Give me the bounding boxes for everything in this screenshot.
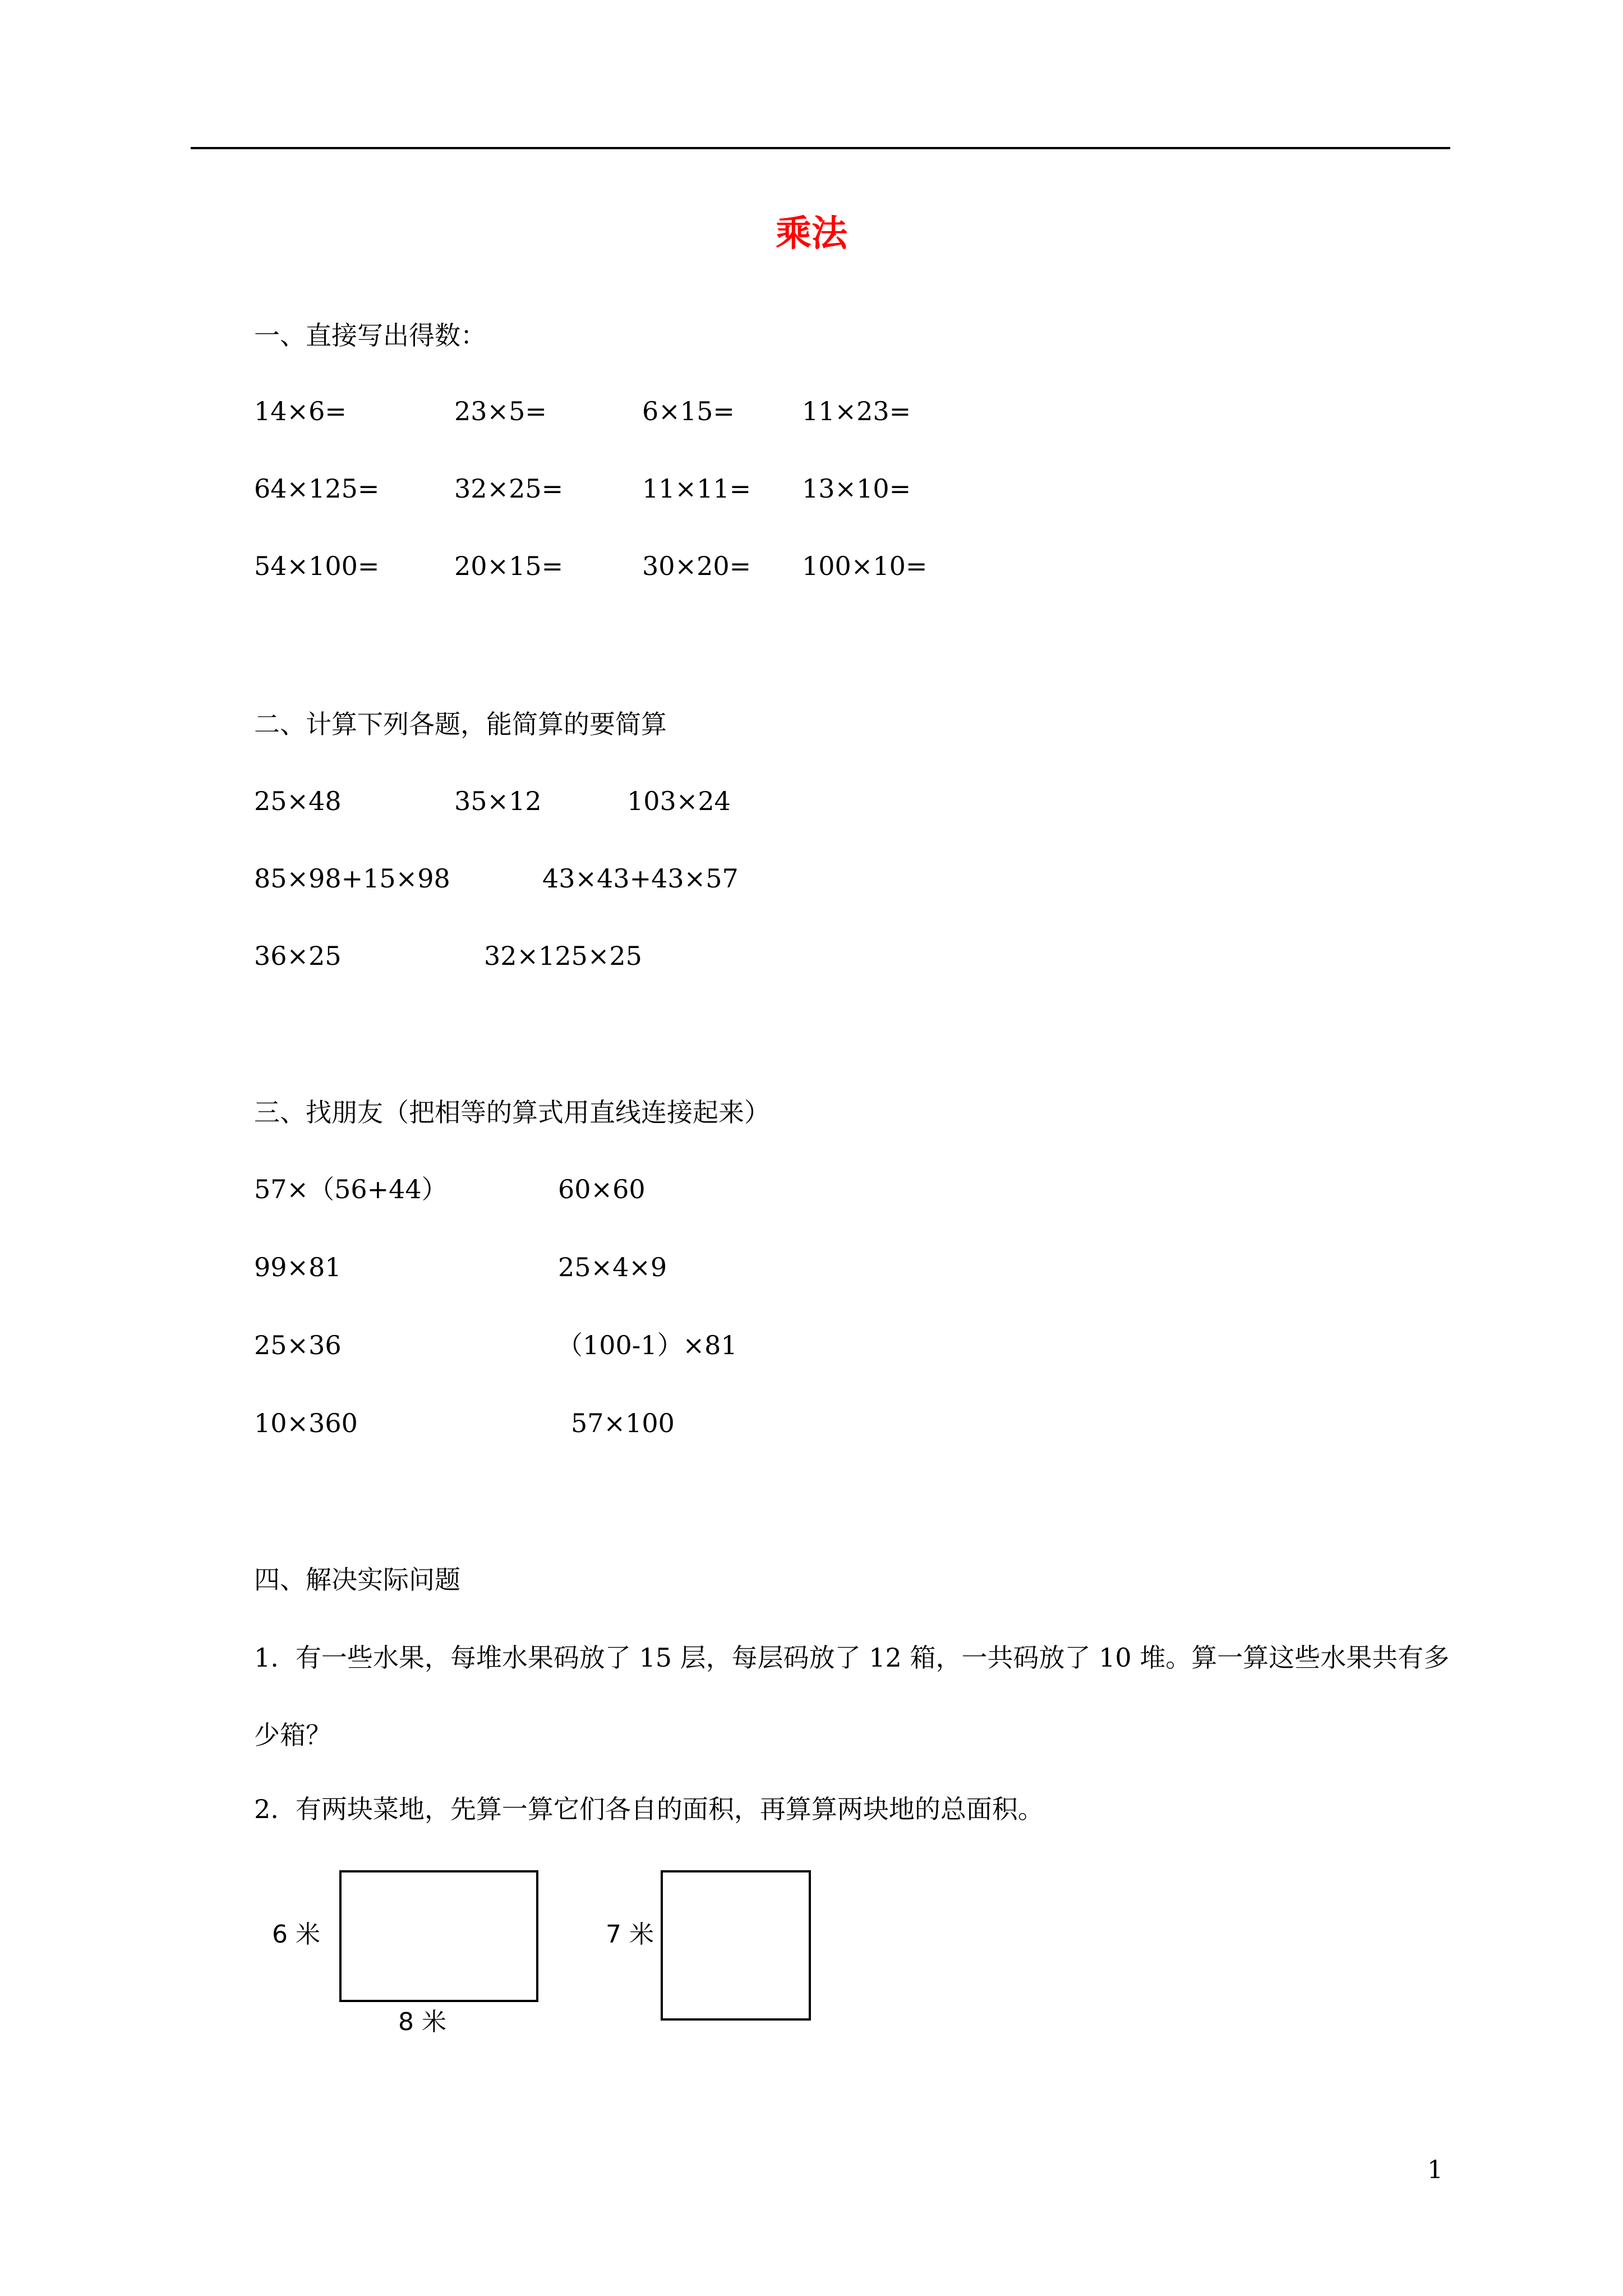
s1-r2-c2: 32×25= — [454, 473, 564, 504]
s2-r1-c1: 25×48 — [254, 786, 342, 816]
s3-right-1: 60×60 — [558, 1174, 645, 1204]
vegetable-plot-rectangle — [339, 1870, 538, 2002]
section2-heading: 二、计算下列各题，能简算的要简算 — [254, 709, 667, 739]
question-2-text: 有两块菜地，先算一算它们各自的面积，再算算两块地的总面积。 — [295, 1794, 1044, 1824]
rect2-side-label: 7 米 — [606, 1920, 654, 1949]
s2-r2-c1: 85×98+15×98 — [254, 863, 450, 894]
question-2-number: 2. — [254, 1794, 279, 1824]
section4-heading: 四、解决实际问题 — [254, 1565, 460, 1595]
question-2 — [254, 1770, 1450, 1848]
s3-left-4: 10×360 — [254, 1408, 358, 1438]
s2-r3-c2: 32×125×25 — [484, 941, 642, 971]
s1-r3-c4: 100×10= — [802, 551, 928, 581]
s1-r2-c3: 11×11= — [642, 473, 751, 504]
s1-r1-c2: 23×5= — [454, 396, 547, 426]
vegetable-plot-square — [661, 1870, 811, 2021]
s1-r2-c1: 64×125= — [254, 473, 380, 504]
page-title: 乘法 — [776, 213, 847, 255]
section3-heading: 三、找朋友（把相等的算式用直线连接起来） — [254, 1097, 770, 1128]
question-1-text: 有一些水果，每堆水果码放了 15 层，每层码放了 12 箱，一共码放了 10 堆。算一算这些水果共有多少箱？ — [254, 1642, 1450, 1750]
s3-left-2: 99×81 — [254, 1252, 342, 1282]
header-rule — [191, 147, 1450, 149]
s1-r2-c4: 13×10= — [802, 473, 911, 504]
s3-right-4: 57×100 — [571, 1408, 675, 1438]
s3-right-2: 25×4×9 — [558, 1252, 667, 1282]
s1-r1-c3: 6×15= — [642, 396, 735, 426]
s3-left-1: 57×（56+44） — [254, 1174, 448, 1204]
s2-r1-c2: 35×12 — [454, 786, 542, 816]
rect1-width-label: 8 米 — [398, 2008, 446, 2036]
s3-left-3: 25×36 — [254, 1330, 342, 1360]
s3-right-3: （100-1）×81 — [557, 1330, 737, 1360]
s1-r3-c3: 30×20= — [642, 551, 751, 581]
section1-heading: 一、直接写出得数： — [254, 320, 486, 351]
rect1-height-label: 6 米 — [272, 1920, 320, 1949]
s1-r3-c2: 20×15= — [454, 551, 564, 581]
question-1-number: 1. — [254, 1642, 279, 1673]
s1-r1-c4: 11×23= — [802, 396, 911, 426]
s1-r1-c1: 14×6= — [254, 396, 347, 426]
question-1 — [254, 1619, 1450, 1774]
s1-r3-c1: 54×100= — [254, 551, 380, 581]
s2-r2-c2: 43×43+43×57 — [542, 863, 739, 894]
s2-r1-c3: 103×24 — [627, 786, 731, 816]
s2-r3-c1: 36×25 — [254, 941, 342, 971]
page-number: 1 — [1427, 2156, 1443, 2184]
